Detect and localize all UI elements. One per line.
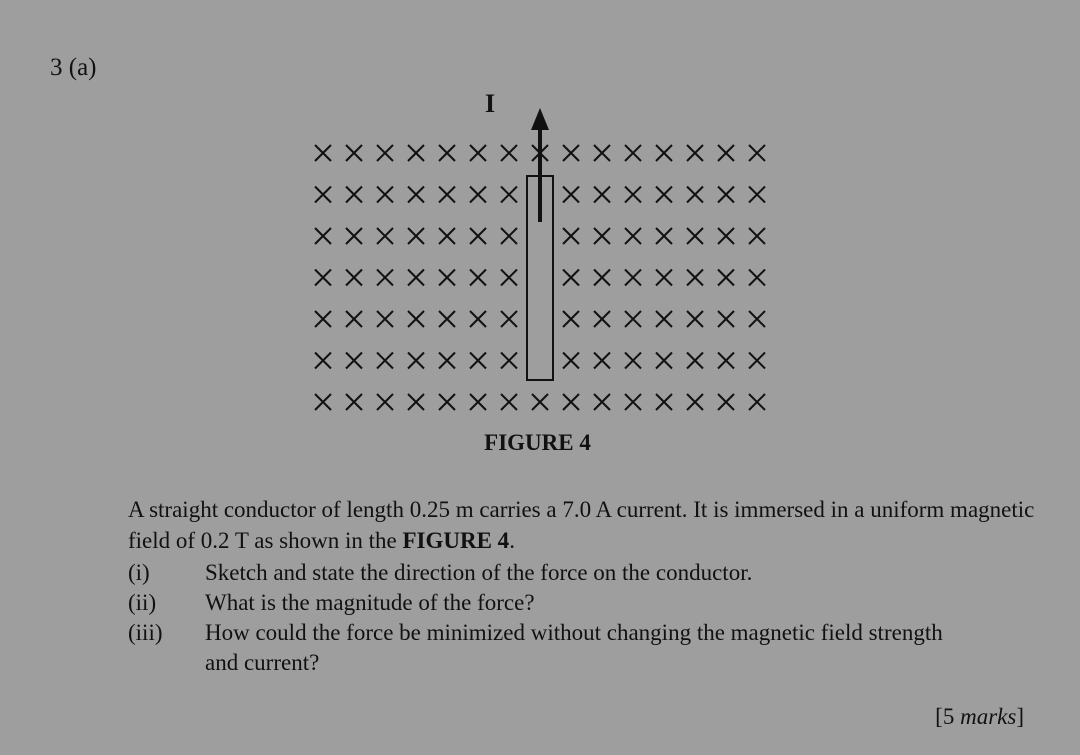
field-cross-icon xyxy=(408,187,424,203)
field-cross-icon xyxy=(439,311,455,327)
field-cross-icon xyxy=(377,311,393,327)
field-cross-icon xyxy=(625,228,641,244)
field-cross-icon xyxy=(656,311,672,327)
field-cross-icon xyxy=(718,228,734,244)
field-cross-icon xyxy=(501,187,517,203)
field-cross-icon xyxy=(408,145,424,161)
field-cross-icon xyxy=(501,270,517,286)
field-cross-icon xyxy=(656,145,672,161)
field-cross-icon xyxy=(594,353,610,369)
field-cross-icon xyxy=(563,145,579,161)
field-cross-icon xyxy=(315,394,331,410)
field-cross-icon xyxy=(718,353,734,369)
sub-question-number: (i) xyxy=(128,560,150,585)
field-cross-icon xyxy=(408,270,424,286)
field-cross-icon xyxy=(377,353,393,369)
field-cross-icon xyxy=(625,187,641,203)
paragraph-text-1: A straight conductor of length 0.25 m carries a 7.0 A current. It is immersed in a uniform magnetic field of 0.2 T as shown in the xyxy=(128,497,1035,553)
field-cross-icon xyxy=(377,394,393,410)
field-cross-icon xyxy=(501,228,517,244)
field-cross-icon xyxy=(718,187,734,203)
field-cross-icon xyxy=(718,311,734,327)
field-cross-icon xyxy=(594,394,610,410)
field-cross-icon xyxy=(563,228,579,244)
field-cross-icon xyxy=(346,187,362,203)
field-cross-icon xyxy=(346,311,362,327)
field-cross-icon xyxy=(563,353,579,369)
field-cross-icon xyxy=(687,270,703,286)
marks-label xyxy=(935,704,1024,730)
field-cross-icon xyxy=(718,394,734,410)
field-cross-icon xyxy=(625,145,641,161)
field-cross-icon xyxy=(377,187,393,203)
field-cross-icon xyxy=(439,228,455,244)
field-cross-icon xyxy=(718,145,734,161)
field-cross-icon xyxy=(687,145,703,161)
field-cross-icon xyxy=(315,228,331,244)
field-cross-icon xyxy=(315,311,331,327)
field-cross-icon xyxy=(656,187,672,203)
field-cross-icon xyxy=(315,270,331,286)
paragraph-figure-ref: FIGURE 4 xyxy=(402,528,510,553)
field-cross-icon xyxy=(594,270,610,286)
field-cross-icon xyxy=(470,270,486,286)
question-number: 3 (a) xyxy=(50,54,97,81)
field-cross-icon xyxy=(439,394,455,410)
field-cross-icon xyxy=(749,353,765,369)
field-cross-icon xyxy=(439,353,455,369)
field-cross-icon xyxy=(656,228,672,244)
field-cross-icon xyxy=(563,270,579,286)
field-cross-icon xyxy=(625,270,641,286)
field-cross-icon xyxy=(718,270,734,286)
paragraph-text-2: . xyxy=(509,528,515,553)
field-cross-icon xyxy=(377,228,393,244)
field-cross-icon xyxy=(563,394,579,410)
marks-open: [5 xyxy=(935,704,961,729)
field-cross-icon xyxy=(594,187,610,203)
marks-close: ] xyxy=(1016,704,1024,729)
field-cross-icon xyxy=(408,394,424,410)
field-cross-icon xyxy=(749,311,765,327)
field-cross-icon xyxy=(625,353,641,369)
sub-question-text: How could the force be minimized without changing the magnetic field strength and current? xyxy=(205,620,943,675)
field-cross-icon xyxy=(594,145,610,161)
field-cross-icon xyxy=(749,228,765,244)
field-cross-icon xyxy=(656,394,672,410)
field-cross-icon xyxy=(470,311,486,327)
field-cross-icon xyxy=(346,353,362,369)
field-cross-icon xyxy=(687,311,703,327)
field-cross-icon xyxy=(532,394,548,410)
field-cross-icon xyxy=(501,145,517,161)
field-cross-icon xyxy=(656,353,672,369)
sub-question-text: What is the magnitude of the force? xyxy=(205,590,535,615)
field-cross-icon xyxy=(377,145,393,161)
field-cross-icon xyxy=(408,311,424,327)
marks-word: marks xyxy=(960,704,1017,729)
field-cross-icon xyxy=(408,353,424,369)
field-cross-icon xyxy=(408,228,424,244)
field-cross-icon xyxy=(563,187,579,203)
field-cross-icon xyxy=(439,270,455,286)
field-cross-icon xyxy=(625,394,641,410)
field-cross-icon xyxy=(470,394,486,410)
current-label: I xyxy=(484,89,496,118)
field-cross-icon xyxy=(346,228,362,244)
field-cross-icon xyxy=(470,187,486,203)
sub-question-number: (iii) xyxy=(128,620,163,645)
field-cross-icon xyxy=(625,311,641,327)
field-cross-icon xyxy=(315,353,331,369)
field-cross-icon xyxy=(439,187,455,203)
field-cross-icon xyxy=(346,394,362,410)
field-cross-icon xyxy=(594,311,610,327)
field-cross-icon xyxy=(377,270,393,286)
field-cross-icon xyxy=(594,228,610,244)
field-cross-icon xyxy=(315,145,331,161)
question-paragraph xyxy=(128,494,1048,556)
field-cross-icon xyxy=(501,311,517,327)
field-cross-icon xyxy=(501,353,517,369)
field-cross-icon xyxy=(749,145,765,161)
field-cross-icon xyxy=(749,270,765,286)
field-cross-icon xyxy=(563,311,579,327)
field-cross-icon xyxy=(439,145,455,161)
field-cross-icon xyxy=(656,270,672,286)
field-cross-icon xyxy=(749,394,765,410)
field-cross-icon xyxy=(687,394,703,410)
figure-caption: FIGURE 4 xyxy=(484,430,591,455)
sub-question-number: (ii) xyxy=(128,590,157,615)
field-cross-icon xyxy=(470,145,486,161)
field-cross-icon xyxy=(315,187,331,203)
field-cross-icon xyxy=(501,394,517,410)
current-arrow-head xyxy=(531,108,549,130)
field-cross-icon xyxy=(687,228,703,244)
sub-question-text: Sketch and state the direction of the force on the conductor. xyxy=(205,560,753,585)
field-cross-icon xyxy=(687,353,703,369)
field-cross-icon xyxy=(687,187,703,203)
field-cross-icon xyxy=(470,228,486,244)
field-cross-icon xyxy=(749,187,765,203)
field-cross-icon xyxy=(346,145,362,161)
field-cross-icon xyxy=(470,353,486,369)
field-cross-icon xyxy=(346,270,362,286)
